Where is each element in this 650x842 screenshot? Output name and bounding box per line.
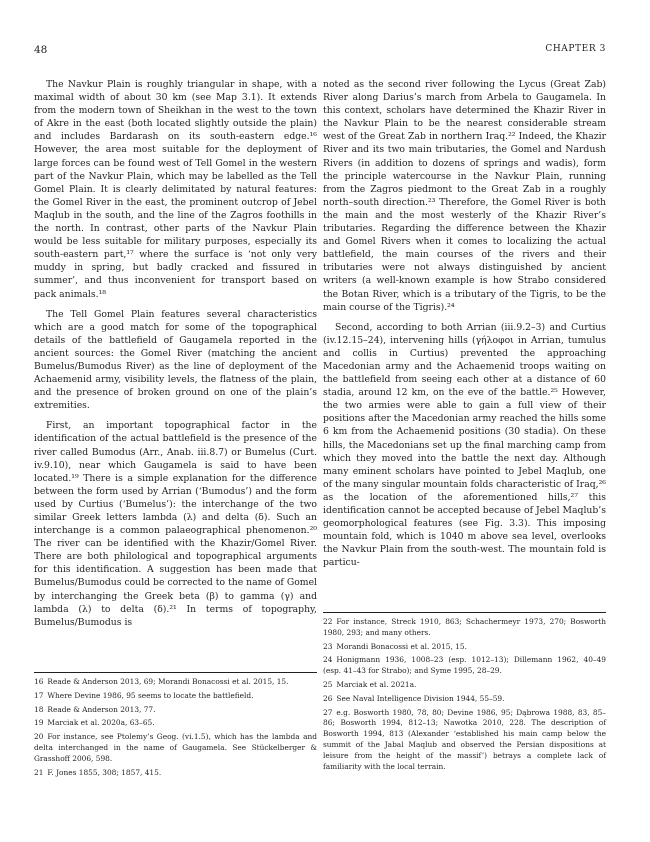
footnote-number: 25 — [323, 679, 333, 689]
footnote — [34, 718, 317, 729]
footnotes-left — [34, 672, 317, 781]
footnote — [323, 680, 606, 691]
footnote-text: F. Jones 1855, 308; 1857, 415. — [47, 767, 162, 777]
footnote-number: 27 — [323, 707, 333, 717]
footnote — [34, 732, 317, 764]
footnote-number: 19 — [34, 718, 44, 728]
body-paragraph: The Navkur Plain is roughly triangular in shape, with a maximal width of about 30 km (see Map 3.1). It extends from the modern town of Sheikhan in the west to the town of Akre in the east (both located slightly outside the plain) and includes Bardarash on its south-eastern edge.¹⁶ However, the area most suitable for the deployment of large forces can be found west of Tell Gomel in the western part of the Navkur Plain, which may be labelled as the Tell Gomel Plain. It is clearly delimitated by natural features: the Gomel River in the east, the prominent outcrop of Jebel Maqlub in the south, and the line of the Zagros foothills in the north. In contrast, other parts of the Navkur Plain would be less suitable for military purposes, especially its south-eastern part,¹⁷ where the surface is ‘not only very muddy in spring, but badly cracked and fissured in summer’, and thus inconvenient for transport based on pack animals.¹⁸ — [34, 79, 317, 300]
footnote-text: For instance, Streck 1910, 863; Schachermeyr 1973, 270; Bosworth 1980, 293; and many others. — [323, 617, 606, 637]
footnote — [34, 768, 317, 779]
footnote-number: 24 — [323, 655, 333, 665]
running-head: CHAPTER 3 — [545, 44, 606, 54]
footnote — [323, 617, 606, 639]
footnotes-right — [323, 612, 606, 775]
footnote-number: 21 — [34, 767, 44, 777]
footnote — [323, 694, 606, 705]
body-paragraph: Second, according to both Arrian (iii.9.2–3) and Curtius (iv.12.15–24), intervening hills (γήλοφοι in Arrian, tumulus and collis in Curtius) prevented the approaching Macedonian army and the Achaemenid troops waiting on the battlefield from seeing each other at a distance of 60 stadia, around 12 km, on the eve of the battle.²⁵ However, the two armies were able to gain a full view of their positions after the Macedonian army reached the hills some 6 km from the Achaemenid positions (30 stadia). On these hills, the Macedonians set up the final marching camp from which they moved into the battle the next day. Although many eminent scholars have pointed to Jebel Maqlub, one of the many singular mountain folds characteristic of Iraq,²⁶ as the location of the aforementioned hills,²⁷ this identification cannot be accepted because of Jebel Maqlub’s geomorphological features (see Fig. 3.3). This imposing mountain fold, which is 1040 m above sea level, overlooks the Navkur Plain from the south-west. The mountain fold is particu- — [323, 321, 606, 569]
footnote-text: Reade & Anderson 2013, 77. — [47, 704, 156, 714]
footnote-number: 16 — [34, 677, 44, 686]
footnote-number: 17 — [34, 690, 44, 700]
footnote-text: See Naval Intelligence Division 1944, 55–59. — [336, 693, 505, 703]
footnote — [323, 655, 606, 677]
left-text-column — [34, 78, 317, 636]
footnote — [34, 691, 317, 702]
right-text-column — [323, 78, 606, 576]
body-paragraph: First, an important topographical factor in the identification of the actual battlefield is the presence of the river called Bumodus (Arr., Anab. iii.8.7) or Bumelus (Curt. iv.9.10), near which Gaugamela is said to have been located.¹⁹ There is a simple explanation for the difference between the form used by Arrian (‘Bumodus’) and the form used by Curtius (‘Bumelus’): the interchange of the two similar Greek letters lambda (λ) and delta (δ). Such an interchange is a common palaeographical phenomenon.²⁰ The river can be identified with the Khazir/Gomel River. There are both philological and topographical arguments for this identification. A suggestion has been made that Bumelus/Bumodus could be corrected to the name of Gomel by interchanging the Greek beta (β) to gamma (γ) and lambda (λ) to delta (δ).²¹ In terms of topography, Bumelus/Bumodus is — [34, 420, 317, 628]
footnote-text: e.g. Bosworth 1980, 78, 80; Devine 1986, 95; Dąbrowa 1988, 83, 85–86; Bosworth 1994, 812–13; Nawotka 2010, 228. The description of Bosworth 1994, 813 (Alexander ‘established his main camp below the summit of the Jabal Maqlub and observed the Persian dispositions at leisure from the height of the massif’) betrays a complete lack of familiarity with the local terrain. — [323, 707, 606, 771]
footnote-text: Morandi Bonacossi et al. 2015, 15. — [336, 641, 467, 651]
footnote-number: 20 — [34, 732, 44, 742]
footnote-number: 23 — [323, 641, 333, 651]
footnote-text: Marciak et al. 2020a, 63–65. — [47, 718, 155, 728]
footnote-text: Honigmann 1936, 1008–23 (esp. 1012–13); Dillemann 1962, 40–49 (esp. 41–43 for Strabo); and Syme 1995, 28–29. — [323, 655, 606, 676]
footnote-text: Marciak et al. 2021a. — [336, 679, 417, 689]
footnote-text: Reade & Anderson 2013, 69; Morandi Bonacossi et al. 2015, 15. — [47, 677, 289, 686]
footnote — [323, 708, 606, 773]
footnote-number: 18 — [34, 704, 44, 714]
footnote-text: For instance, see Ptolemy’s Geog. (vi.1.5), which has the lambda and delta interchanged in the name of Gaugamela. See Stückelberger & Grasshoff 2006, 598. — [34, 732, 317, 763]
footnote-number: 22 — [323, 617, 333, 626]
body-paragraph: noted as the second river following the Lycus (Great Zab) River along Darius’s march from Arbela to Gaugamela. In this context, scholars have determined the Khazir River in the Navkur Plain to be the nearest considerable stream west of the Great Zab in northern Iraq.²² Indeed, the Khazir River and its two main tributaries, the Gomel and Nardush Rivers (in addition to dozens of springs and wadis), form the principle watercourse in the Navkur Plain, running from the Zagros piedmont to the Great Zab in a roughly north–south direction.²³ Therefore, the Gomel River is both the main and the most westerly of the Khazir River’s tributaries. Regarding the difference between the Khazir and Gomel Rivers when it comes to localizing the actual battlefield, the main courses of the rivers and their tributaries were not always distinguished by ancient writers (a well-known example is how Strabo considered the Botan River, which is a tributary of the Tigris, to be the main course of the Tigris).²⁴ — [323, 79, 606, 313]
footnote — [34, 705, 317, 716]
page-number: 48 — [34, 44, 48, 56]
footnote — [34, 677, 317, 688]
page-header — [34, 44, 606, 60]
footnote — [323, 642, 606, 653]
footnote-number: 26 — [323, 693, 333, 703]
body-paragraph: The Tell Gomel Plain features several characteristics which are a good match for some of the topographical details of the battlefield of Gaugamela reported in the ancient sources: the Gomel River (matching the ancient Bumelus/Bumodus River) as the line of deployment of the Achaemenid army, visibility levels, the flatness of the plain, and the presence of broken ground on one of the plain’s extremities. — [34, 308, 317, 412]
footnote-text: Where Devine 1986, 95 seems to locate the battlefield. — [47, 690, 254, 700]
